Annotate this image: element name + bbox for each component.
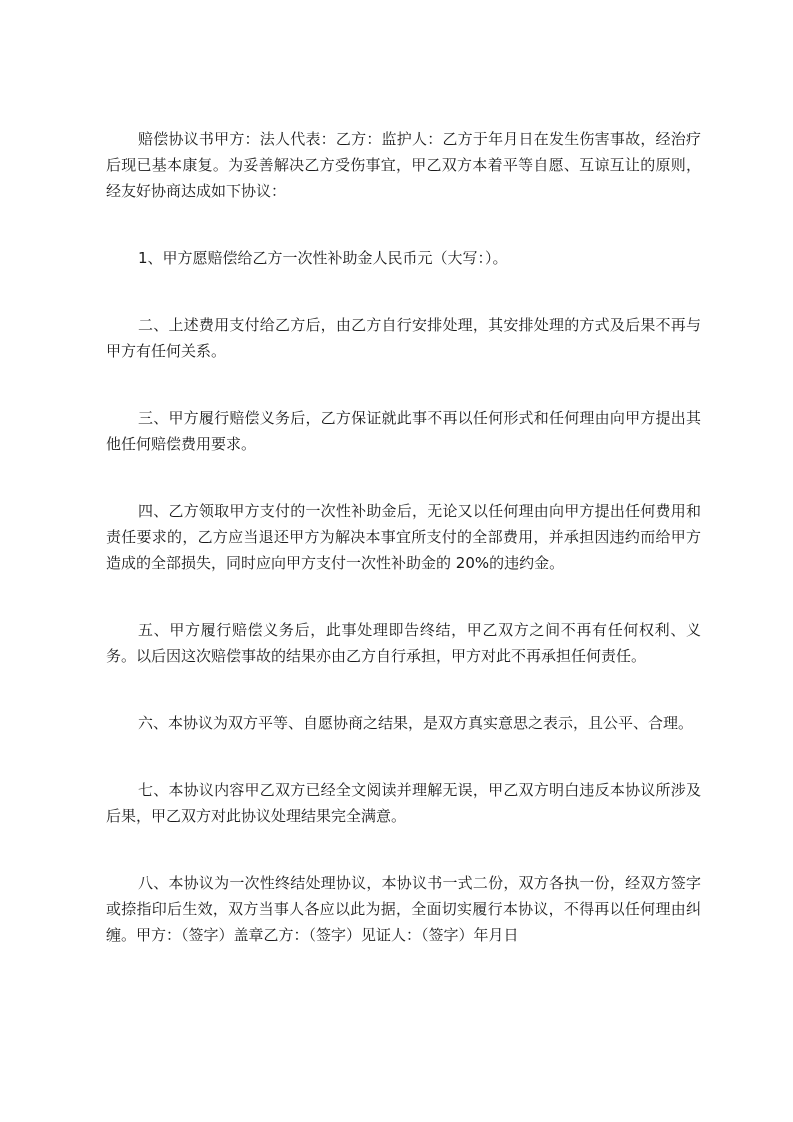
clause-1: 1、甲方愿赔偿给乙方一次性补助金人民币元（大写：）。: [138, 249, 508, 267]
clause-8-signatures: 八、本协议为一次性终结处理协议，本协议书一式二份，双方各执一份，经双方签字或捺指印后生效，双方当事人各应以此为据，全面切实履行本协议，不得再以任何理由纠缠。甲方：（签字）盖章乙方：（签字）见证人：（签字）年月日: [106, 874, 701, 944]
clause-5: 五、甲方履行赔偿义务后，此事处理即告终结，甲乙双方之间不再有任何权利、义务。以后因这次赔偿事故的结果亦由乙方自行承担，甲方对此不再承担任何责任。: [106, 621, 701, 665]
clause-6: 六、本协议为双方平等、自愿协商之结果，是双方真实意思之表示，且公平、合理。: [138, 714, 694, 732]
intro-paragraph: 赔偿协议书甲方：法人代表：乙方：监护人：乙方于年月日在发生伤害事故，经治疗后现已基本康复。为妥善解决乙方受伤事宜，甲乙双方本着平等自愿、互谅互让的原则，经友好协商达成如下协议：: [106, 130, 701, 200]
clause-4: 四、乙方领取甲方支付的一次性补助金后，无论又以任何理由向甲方提出任何费用和责任要求的，乙方应当退还甲方为解决本事宜所支付的全部费用，并承担因违约而给甲方造成的全部损失，同时应向甲方支付一次性补助金的 20%的违约金。: [106, 502, 701, 572]
clause-2: 二、上述费用支付给乙方后，由乙方自行安排处理，其安排处理的方式及后果不再与甲方有任何关系。: [106, 316, 701, 360]
clause-7: 七、本协议内容甲乙双方已经全文阅读并理解无误，甲乙双方明白违反本协议所涉及后果，甲乙双方对此协议处理结果完全满意。: [106, 781, 701, 825]
clause-3: 三、甲方履行赔偿义务后，乙方保证就此事不再以任何形式和任何理由向甲方提出其他任何赔偿费用要求。: [106, 409, 701, 453]
